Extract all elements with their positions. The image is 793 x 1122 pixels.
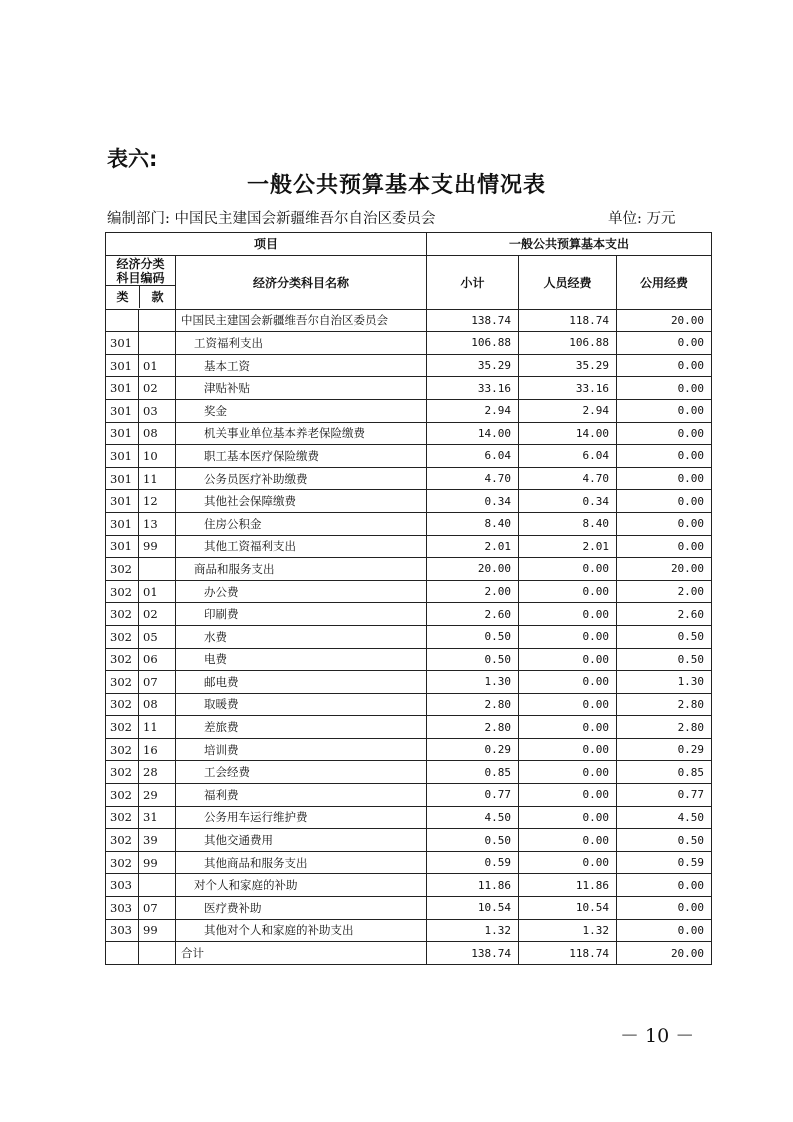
cell-lei	[106, 309, 139, 332]
cell-subtotal: 11.86	[427, 874, 519, 897]
cell-kuan: 99	[139, 535, 176, 558]
cell-subtotal: 0.29	[427, 738, 519, 761]
cell-subtotal: 0.85	[427, 761, 519, 784]
cell-public: 0.50	[617, 829, 712, 852]
cell-public: 0.00	[617, 377, 712, 400]
table-row	[106, 603, 712, 626]
cell-subtotal: 2.80	[427, 716, 519, 739]
cell-subtotal: 1.30	[427, 671, 519, 694]
cell-kuan: 31	[139, 806, 176, 829]
cell-public: 0.00	[617, 919, 712, 942]
cell-personnel: 0.00	[519, 603, 617, 626]
cell-public: 20.00	[617, 309, 712, 332]
cell-subtotal: 106.88	[427, 332, 519, 355]
cell-subtotal: 4.50	[427, 806, 519, 829]
cell-name: 水费	[176, 625, 427, 648]
table-row	[106, 693, 712, 716]
cell-lei: 302	[106, 716, 139, 739]
cell-personnel: 35.29	[519, 354, 617, 377]
cell-name: 商品和服务支出	[176, 558, 427, 581]
cell-public: 20.00	[617, 558, 712, 581]
cell-lei: 302	[106, 603, 139, 626]
cell-kuan: 02	[139, 603, 176, 626]
cell-name: 差旅费	[176, 716, 427, 739]
table-row	[106, 558, 712, 581]
cell-kuan: 08	[139, 422, 176, 445]
cell-public: 1.30	[617, 671, 712, 694]
cell-public: 0.00	[617, 354, 712, 377]
cell-lei: 301	[106, 422, 139, 445]
cell-kuan	[139, 942, 176, 965]
cell-kuan: 99	[139, 851, 176, 874]
table-row	[106, 716, 712, 739]
page-title: 一般公共预算基本支出情况表	[246, 173, 546, 198]
table-row	[106, 874, 712, 897]
header-public: 公用经费	[617, 255, 712, 309]
table-row	[106, 806, 712, 829]
cell-personnel: 0.00	[519, 671, 617, 694]
cell-personnel: 0.00	[519, 693, 617, 716]
cell-name: 基本工资	[176, 354, 427, 377]
cell-subtotal: 0.77	[427, 784, 519, 807]
table-row	[106, 942, 712, 965]
table-row	[106, 829, 712, 852]
header-personnel: 人员经费	[519, 255, 617, 309]
cell-public: 0.00	[617, 535, 712, 558]
header-kuan: 款	[151, 289, 164, 304]
cell-lei: 302	[106, 829, 139, 852]
cell-personnel: 14.00	[519, 422, 617, 445]
cell-kuan	[139, 332, 176, 355]
cell-personnel: 6.04	[519, 445, 617, 468]
cell-kuan: 39	[139, 829, 176, 852]
cell-kuan: 12	[139, 490, 176, 513]
cell-lei: 301	[106, 377, 139, 400]
cell-lei: 302	[106, 580, 139, 603]
cell-name: 邮电费	[176, 671, 427, 694]
cell-lei: 301	[106, 535, 139, 558]
cell-name: 奖金	[176, 399, 427, 422]
cell-lei: 302	[106, 648, 139, 671]
cell-personnel: 10.54	[519, 897, 617, 920]
cell-lei: 302	[106, 625, 139, 648]
cell-personnel: 0.00	[519, 558, 617, 581]
header-code-split	[106, 286, 175, 308]
cell-public: 0.50	[617, 648, 712, 671]
cell-lei: 302	[106, 761, 139, 784]
cell-kuan: 02	[139, 377, 176, 400]
cell-name: 公务员医疗补助缴费	[176, 467, 427, 490]
cell-subtotal: 2.01	[427, 535, 519, 558]
cell-public: 0.00	[617, 490, 712, 513]
cell-public: 0.00	[617, 512, 712, 535]
cell-name: 其他商品和服务支出	[176, 851, 427, 874]
cell-name: 住房公积金	[176, 512, 427, 535]
cell-subtotal: 1.32	[427, 919, 519, 942]
cell-name: 中国民主建国会新疆维吾尔自治区委员会	[176, 309, 427, 332]
cell-personnel: 0.00	[519, 851, 617, 874]
cell-kuan: 07	[139, 671, 176, 694]
cell-lei: 301	[106, 354, 139, 377]
cell-public: 0.50	[617, 625, 712, 648]
header-lei: 类	[106, 286, 140, 308]
table-row	[106, 897, 712, 920]
cell-name: 电费	[176, 648, 427, 671]
table-row	[106, 354, 712, 377]
cell-kuan: 99	[139, 919, 176, 942]
cell-subtotal: 0.50	[427, 625, 519, 648]
table-row	[106, 535, 712, 558]
header-code	[106, 255, 176, 309]
table-row	[106, 784, 712, 807]
table-row	[106, 422, 712, 445]
cell-lei: 301	[106, 399, 139, 422]
cell-public: 0.29	[617, 738, 712, 761]
cell-lei: 302	[106, 671, 139, 694]
cell-lei: 301	[106, 445, 139, 468]
cell-public: 0.00	[617, 399, 712, 422]
cell-public: 0.00	[617, 332, 712, 355]
cell-lei: 301	[106, 490, 139, 513]
cell-kuan: 01	[139, 354, 176, 377]
cell-public: 0.00	[617, 422, 712, 445]
cell-kuan: 28	[139, 761, 176, 784]
table-row	[106, 399, 712, 422]
header-budget: 一般公共预算基本支出	[427, 233, 712, 256]
cell-personnel: 118.74	[519, 942, 617, 965]
cell-kuan: 11	[139, 716, 176, 739]
table-row	[106, 648, 712, 671]
header-code-top: 经济分类	[116, 256, 165, 271]
cell-lei: 301	[106, 332, 139, 355]
expenditure-table	[105, 232, 712, 965]
table-row	[106, 490, 712, 513]
cell-name: 印刷费	[176, 603, 427, 626]
table-row	[106, 445, 712, 468]
cell-personnel: 1.32	[519, 919, 617, 942]
table-row	[106, 671, 712, 694]
cell-personnel: 11.86	[519, 874, 617, 897]
cell-personnel: 118.74	[519, 309, 617, 332]
cell-kuan: 10	[139, 445, 176, 468]
header-name: 经济分类科目名称	[176, 255, 427, 309]
cell-name: 医疗费补助	[176, 897, 427, 920]
cell-kuan: 11	[139, 467, 176, 490]
table-row	[106, 332, 712, 355]
cell-public: 2.80	[617, 693, 712, 716]
cell-lei: 302	[106, 558, 139, 581]
cell-personnel: 0.00	[519, 648, 617, 671]
cell-personnel: 0.34	[519, 490, 617, 513]
cell-public: 0.85	[617, 761, 712, 784]
cell-public: 2.60	[617, 603, 712, 626]
cell-name: 津贴补贴	[176, 377, 427, 400]
cell-public: 4.50	[617, 806, 712, 829]
cell-subtotal: 138.74	[427, 942, 519, 965]
cell-personnel: 2.94	[519, 399, 617, 422]
cell-subtotal: 2.80	[427, 693, 519, 716]
cell-name: 办公费	[176, 580, 427, 603]
cell-public: 0.00	[617, 874, 712, 897]
cell-name: 合计	[176, 942, 427, 965]
cell-subtotal: 138.74	[427, 309, 519, 332]
table-row	[106, 467, 712, 490]
cell-kuan: 13	[139, 512, 176, 535]
cell-lei: 303	[106, 874, 139, 897]
table-body	[106, 309, 712, 964]
cell-personnel: 106.88	[519, 332, 617, 355]
cell-name: 工会经费	[176, 761, 427, 784]
table-row	[106, 761, 712, 784]
cell-personnel: 0.00	[519, 806, 617, 829]
cell-name: 机关事业单位基本养老保险缴费	[176, 422, 427, 445]
cell-subtotal: 35.29	[427, 354, 519, 377]
cell-name: 对个人和家庭的补助	[176, 874, 427, 897]
table-row	[106, 738, 712, 761]
cell-lei: 302	[106, 806, 139, 829]
cell-kuan: 29	[139, 784, 176, 807]
cell-subtotal: 20.00	[427, 558, 519, 581]
cell-subtotal: 0.50	[427, 829, 519, 852]
cell-lei	[106, 942, 139, 965]
cell-personnel: 0.00	[519, 761, 617, 784]
table-row	[106, 580, 712, 603]
cell-public: 0.00	[617, 445, 712, 468]
cell-subtotal: 8.40	[427, 512, 519, 535]
cell-name: 工资福利支出	[176, 332, 427, 355]
cell-subtotal: 2.00	[427, 580, 519, 603]
cell-name: 培训费	[176, 738, 427, 761]
cell-name: 职工基本医疗保险缴费	[176, 445, 427, 468]
cell-public: 0.00	[617, 897, 712, 920]
cell-personnel: 2.01	[519, 535, 617, 558]
table-row	[106, 309, 712, 332]
table-row	[106, 512, 712, 535]
cell-personnel: 0.00	[519, 625, 617, 648]
cell-lei: 302	[106, 784, 139, 807]
table-label: 表六:	[107, 147, 158, 171]
cell-public: 0.00	[617, 467, 712, 490]
cell-personnel: 4.70	[519, 467, 617, 490]
cell-subtotal: 0.34	[427, 490, 519, 513]
cell-lei: 302	[106, 851, 139, 874]
cell-personnel: 0.00	[519, 784, 617, 807]
cell-kuan: 05	[139, 625, 176, 648]
cell-name: 其他工资福利支出	[176, 535, 427, 558]
table-row	[106, 377, 712, 400]
cell-subtotal: 33.16	[427, 377, 519, 400]
cell-personnel: 0.00	[519, 829, 617, 852]
cell-public: 2.00	[617, 580, 712, 603]
cell-kuan: 03	[139, 399, 176, 422]
cell-kuan	[139, 558, 176, 581]
cell-personnel: 0.00	[519, 580, 617, 603]
cell-lei: 301	[106, 467, 139, 490]
cell-subtotal: 0.50	[427, 648, 519, 671]
page-number: － 10 －	[620, 1025, 695, 1047]
cell-lei: 302	[106, 693, 139, 716]
cell-subtotal: 4.70	[427, 467, 519, 490]
cell-kuan: 07	[139, 897, 176, 920]
cell-personnel: 0.00	[519, 716, 617, 739]
cell-subtotal: 0.59	[427, 851, 519, 874]
cell-kuan: 16	[139, 738, 176, 761]
cell-subtotal: 2.94	[427, 399, 519, 422]
cell-public: 2.80	[617, 716, 712, 739]
cell-personnel: 8.40	[519, 512, 617, 535]
header-item: 项目	[106, 233, 427, 256]
cell-lei: 302	[106, 738, 139, 761]
cell-public: 0.59	[617, 851, 712, 874]
cell-name: 福利费	[176, 784, 427, 807]
table-row	[106, 919, 712, 942]
cell-personnel: 0.00	[519, 738, 617, 761]
cell-public: 20.00	[617, 942, 712, 965]
cell-subtotal: 6.04	[427, 445, 519, 468]
compiling-department: 编制部门: 中国民主建国会新疆维吾尔自治区委员会	[107, 211, 436, 227]
cell-name: 公务用车运行维护费	[176, 806, 427, 829]
cell-name: 其他对个人和家庭的补助支出	[176, 919, 427, 942]
cell-kuan: 06	[139, 648, 176, 671]
table-row	[106, 625, 712, 648]
cell-subtotal: 14.00	[427, 422, 519, 445]
header-code-mid: 科目编码	[106, 271, 175, 286]
cell-lei: 303	[106, 897, 139, 920]
cell-personnel: 33.16	[519, 377, 617, 400]
cell-name: 其他交通费用	[176, 829, 427, 852]
cell-public: 0.77	[617, 784, 712, 807]
cell-subtotal: 2.60	[427, 603, 519, 626]
header-subtotal: 小计	[427, 255, 519, 309]
cell-name: 其他社会保障缴费	[176, 490, 427, 513]
cell-name: 取暖费	[176, 693, 427, 716]
table-row	[106, 851, 712, 874]
cell-lei: 301	[106, 512, 139, 535]
cell-kuan	[139, 874, 176, 897]
cell-subtotal: 10.54	[427, 897, 519, 920]
cell-kuan	[139, 309, 176, 332]
cell-lei: 303	[106, 919, 139, 942]
cell-kuan: 08	[139, 693, 176, 716]
unit-label: 单位: 万元	[608, 211, 676, 227]
cell-kuan: 01	[139, 580, 176, 603]
